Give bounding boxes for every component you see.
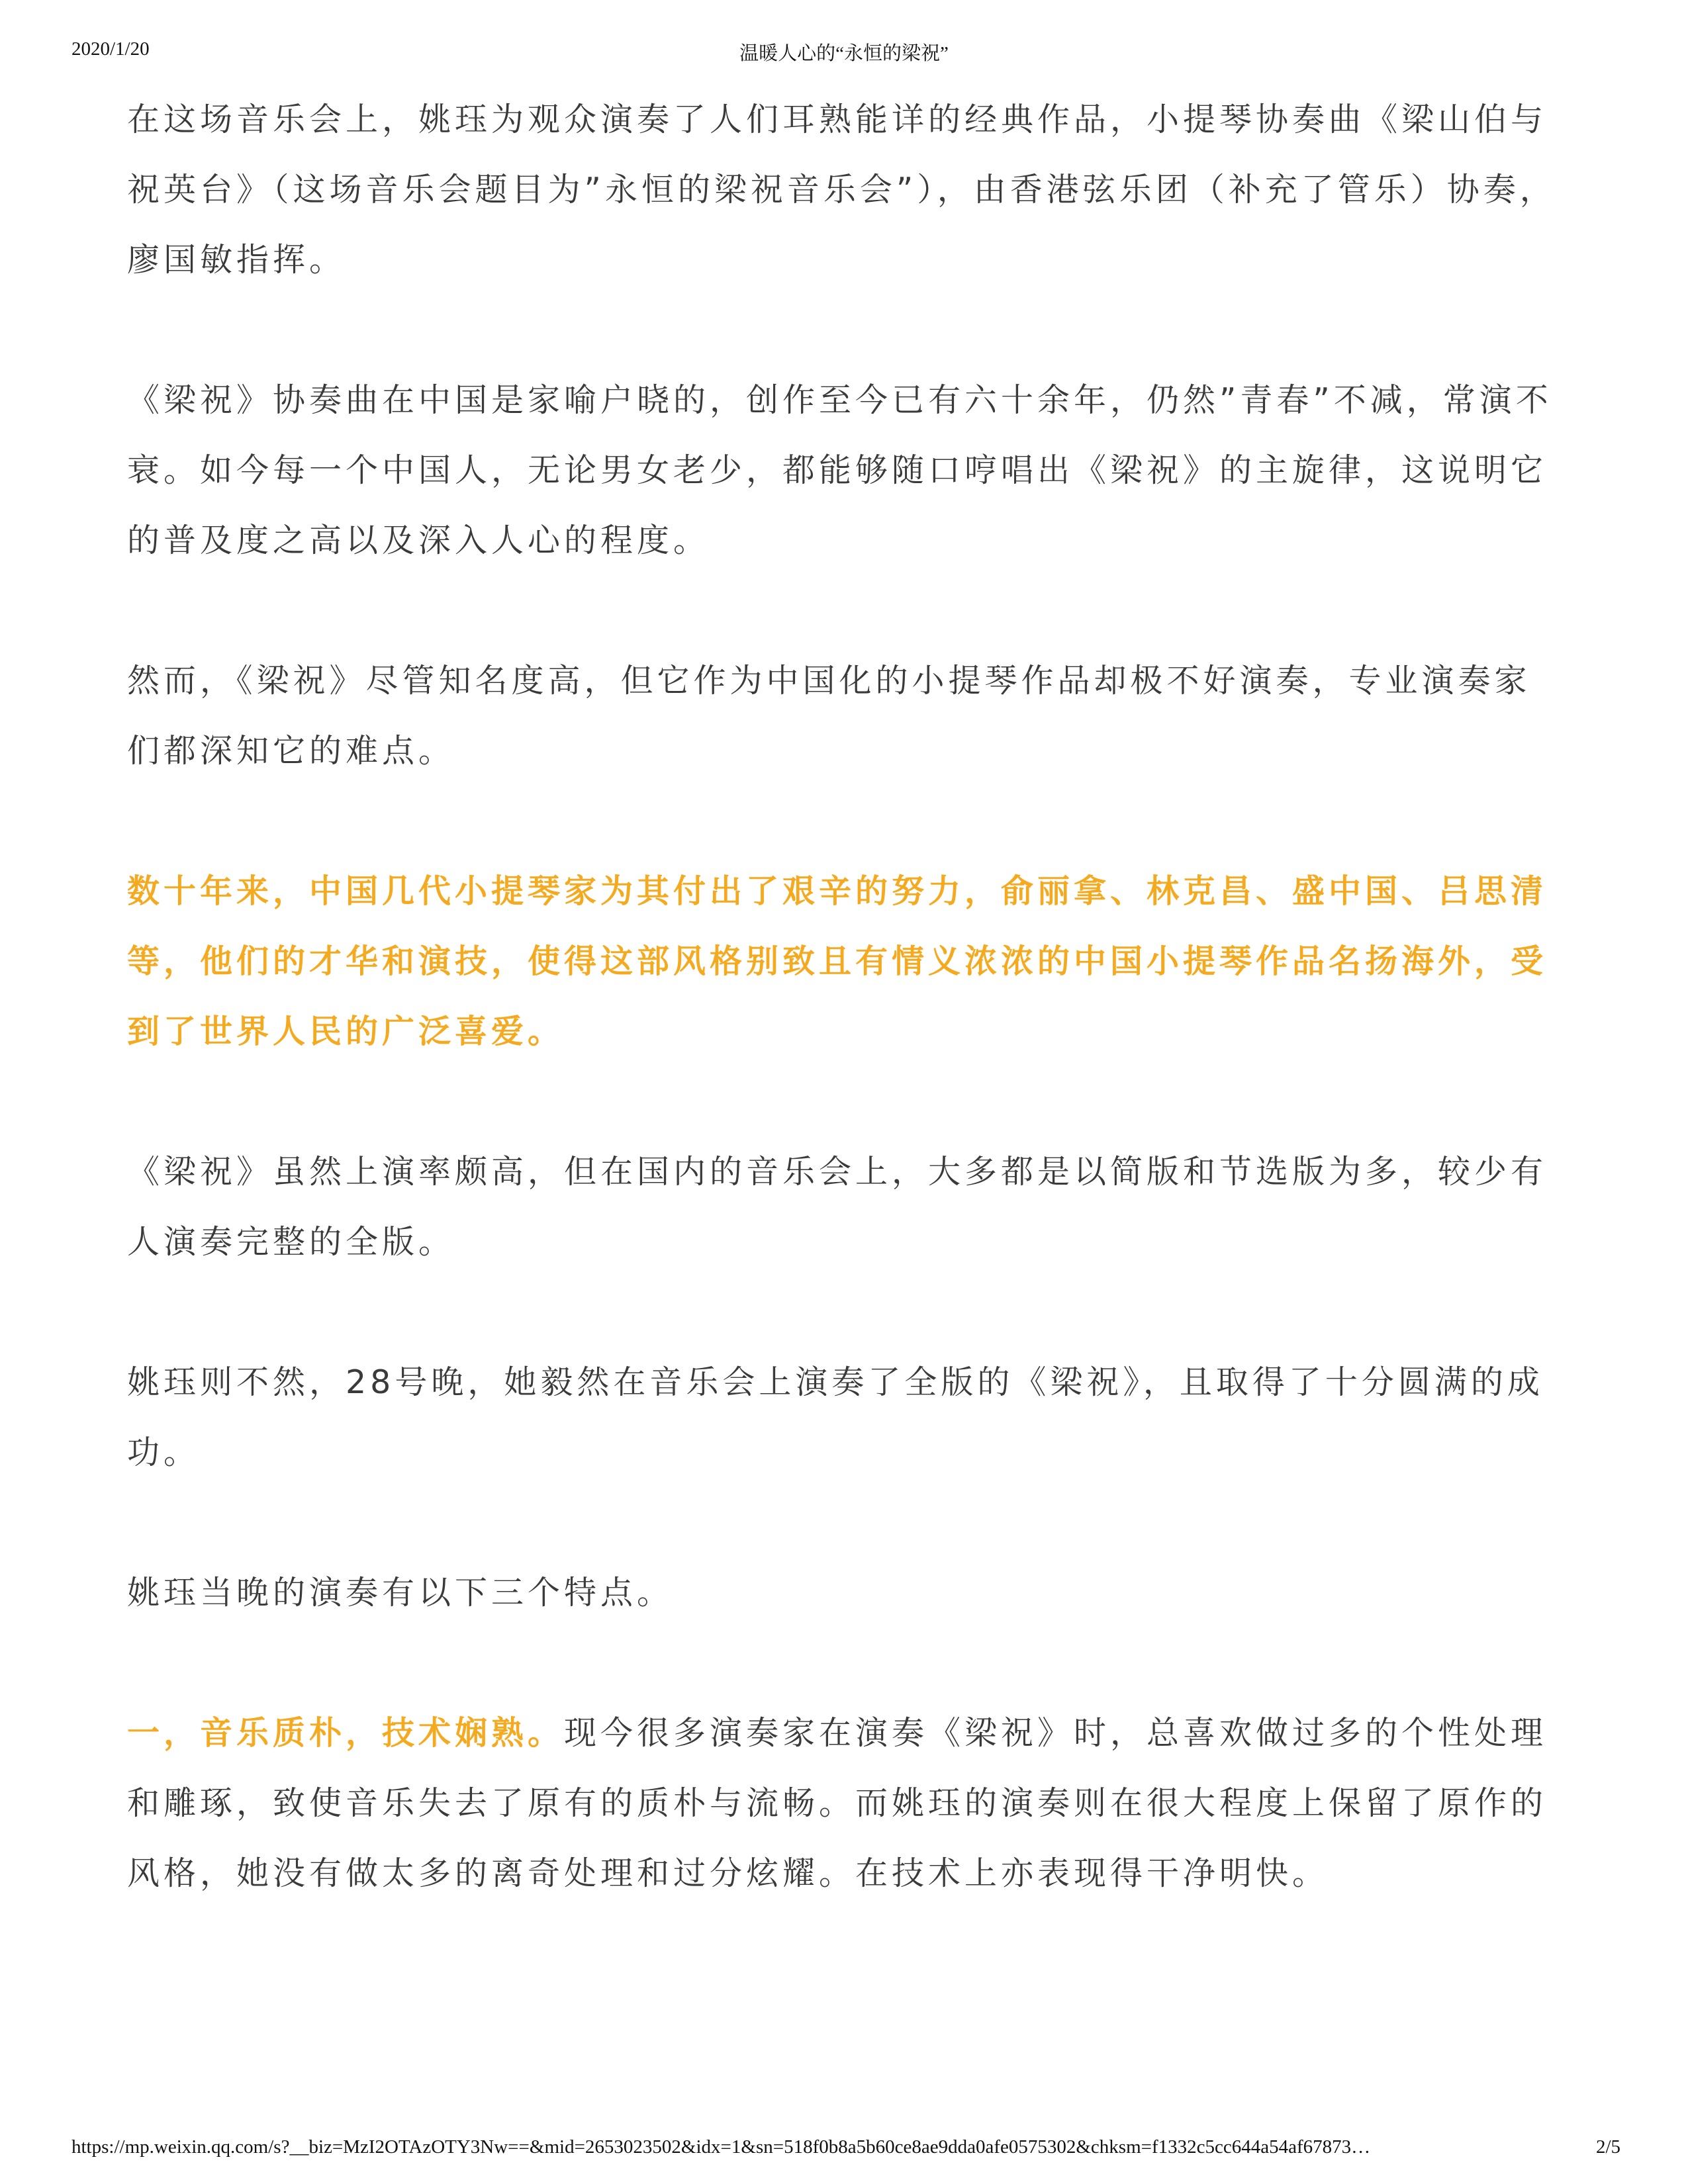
print-footer	[0, 2136, 1688, 2163]
feature-one-text: 现今很多演奏家在演奏《梁祝》时，总喜欢做过多的个性处理和雕琢，致使音乐失去了原有的质朴与流畅。而姚珏的演奏则在很大程度上保留了原作的风格，她没有做太多的离奇处理和过分炫耀。在技术上亦表现得干净明快。	[127, 1714, 1548, 1892]
paragraph-popularity: 《梁祝》协奏曲在中国是家喻户晓的，创作至今已有六十余年，仍然”青春”不减，常演不衰。如今每一个中国人，无论男女老少，都能够随口哼唱出《梁祝》的主旋律，这说明它的普及度之高以及深入人心的程度。	[127, 381, 1552, 559]
paragraph-three-features: 姚珏当晚的演奏有以下三个特点。	[127, 1574, 674, 1612]
print-date: 2020/1/20	[71, 38, 150, 60]
paragraph-full-version: 姚珏则不然，28号晚，她毅然在音乐会上演奏了全版的《梁祝》，且取得了十分圆满的成功。	[127, 1363, 1544, 1471]
paragraph-abridged-versions: 《梁祝》虽然上演率颇高，但在国内的音乐会上，大多都是以简版和节选版为多，较少有人演奏完整的全版。	[127, 1153, 1548, 1261]
print-title: 温暖人心的“永恒的梁祝”	[739, 43, 949, 64]
paragraph-difficulty: 然而，《梁祝》尽管知名度高，但它作为中国化的小提琴作品却极不好演奏，专业演奏家们都深知它的难点。	[127, 662, 1531, 770]
paragraph-concert-intro: 在这场音乐会上，姚珏为观众演奏了人们耳熟能详的经典作品，小提琴协奏曲《梁山伯与祝英台》（这场音乐会题目为”永恒的梁祝音乐会”），由香港弦乐团（补充了管乐）协奏，廖国敏指挥。	[127, 101, 1556, 279]
feature-one-lead: 一，音乐质朴，技术娴熟。	[127, 1714, 565, 1752]
print-header	[0, 38, 1688, 65]
page-number: 2/5	[1595, 2136, 1620, 2158]
source-url-link[interactable]: https://mp.weixin.qq.com/s?__biz=MzI2OTAzOTY3Nw==&mid=2653023502&idx=1&sn=518f0b8a5b60ce8ae9dda0afe0575302&chksm=f1332c5cc644a54af67873…	[71, 2136, 1371, 2158]
paragraph-feature-one	[127, 1698, 1564, 1909]
article-body	[127, 85, 1564, 1909]
paragraph-violinists-highlight: 数十年来，中国几代小提琴家为其付出了艰辛的努力，俞丽拿、林克昌、盛中国、吕思清等，他们的才华和演技，使得这部风格别致且有情义浓浓的中国小提琴作品名扬海外，受到了世界人民的广泛喜爱。	[127, 872, 1548, 1050]
